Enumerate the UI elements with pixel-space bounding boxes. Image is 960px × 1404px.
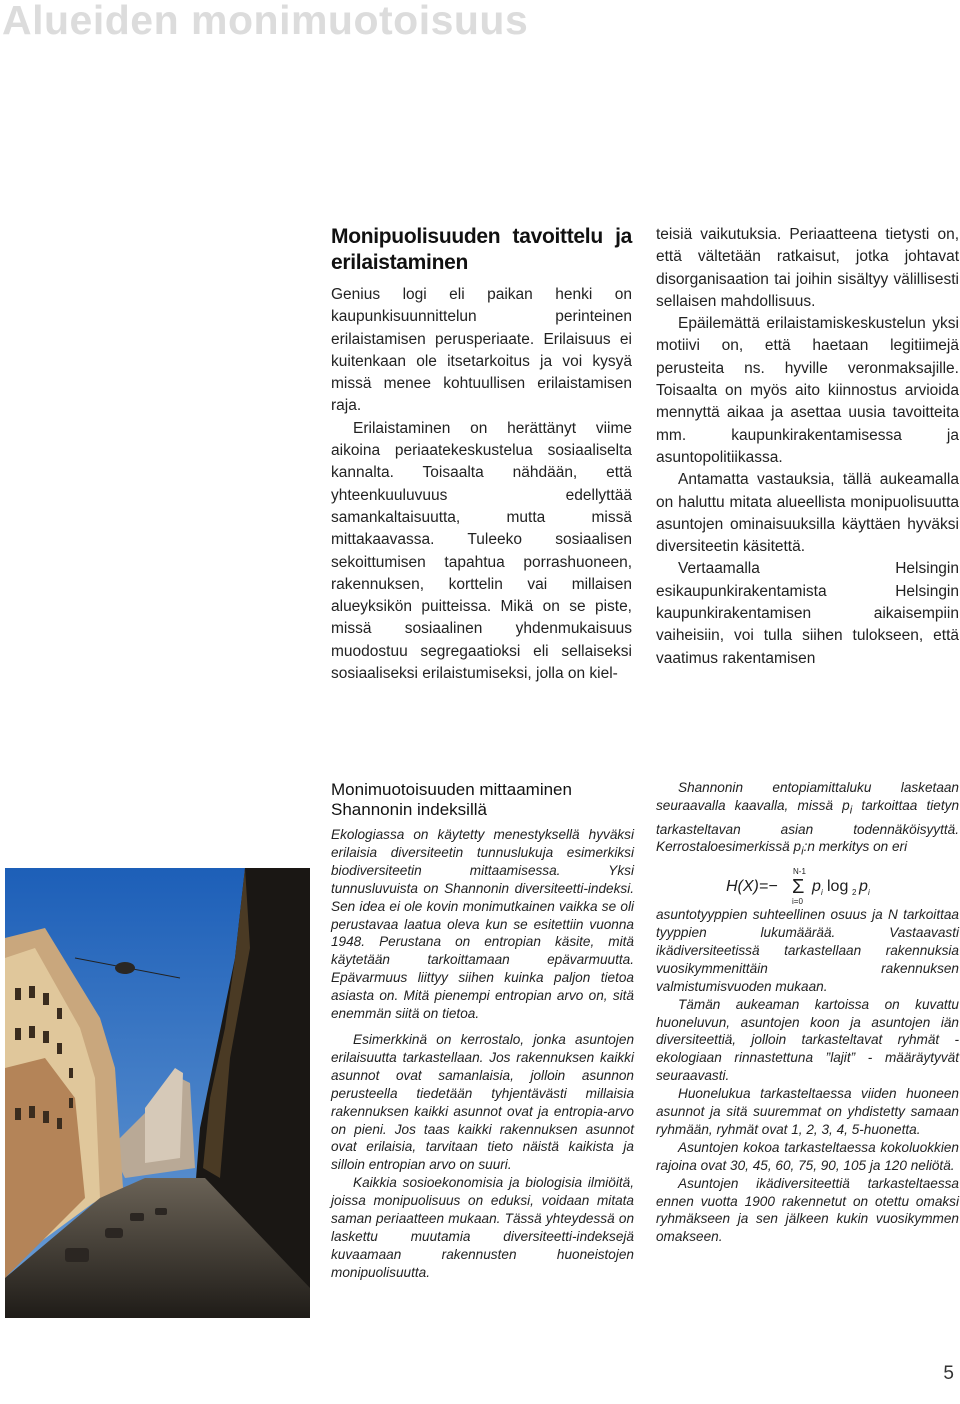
section2-paragraph [656,779,959,862]
formula-sum-bottom: i=0 [792,897,803,907]
formula-sum-top: N-1 [793,867,806,877]
formula-sub-i: i [821,888,823,898]
intro-text: :n merkitys on eri [803,839,908,855]
street-photo [5,868,310,1318]
section1-paragraph: Erilaistaminen on herättänyt viime aikoina periaatekeskustelua sosiaaliselta kannalta. Toisaalta nähdään, että yhteenkuuluvuus edellyttää samankaltaisuutta, mutta missä mittakaavassa. Tuleeko sosiaalisen sekoittumisen tapahtua porrashuoneen, rakennuksen, korttelin vai millaisen alueyksikön puitteissa. Mikä on se piste, missä sosiaalinen yhdenmukaisuus muodostuu segregaatioksi eli sellaiseksi sosiaaliseksi erilaistumiseksi, jolla on kiel- [331,419,632,683]
section2-heading [331,780,634,820]
section1-heading: Monipuolisuuden tavoittelu ja erilaistaminen [331,225,632,274]
section2-heading-line: Monimuotoisuuden mittaaminen [331,780,572,799]
section2-column-left [331,780,634,1282]
section1-paragraph: teisiä vaikutuksia. Periaatteena tietysti on, että vältetään ratkaisut, jotka johtavat disorganisaation tai joihin sisältyy välillisesti sellaisen mahdollisuus. [656,226,959,310]
section2-paragraph: Tämän aukeaman kartoissa on kuvattu huoneluvun, asuntojen koon ja asuntojen iän diversiteettiä, jolloin tarkasteltavat ryhmät - ekologiaan rinnastettuna ”lajit” - määräytyvät seuraavasti. [656,996,959,1084]
intro-text: tarkoittaa tietyn tarkasteltavan asian todennäköisyyttä. Kerrostaloesimerkissä p [656,797,960,855]
section1-column-right [656,224,959,670]
formula-term-p2: p [859,878,868,896]
shannon-formula [726,866,959,907]
section2-heading-line: Shannonin indeksillä [331,800,487,819]
section2-paragraph: Ekologiassa on käytetty menestyksellä hyväksi erilaisia diversiteetin tunnuslukuja esimerkiksi biodiversiteetin mittaamisessa. Yksi tunnusluvuista on Shannonin diversiteetti-indeksi. Sen idea ei ole kovin monimutkainen vaikka se oli perustavaa laatua oleva kun se esitettiin vuonna 1948. Perustana on entropian käsite, mitä käytetään tarkoittamaan epävarmuutta. Epävarmuus liittyy siihen kuinka paljon tietoa asiasta on. Mitä pienempi entropian arvo on, sitä enemmän siitä on tietoa. [331,827,634,1022]
formula-sum-sign: Σ [792,876,805,899]
section2-paragraph: Asuntojen ikädiversiteettiä tarkasteltaessa ennen vuotta 1900 rakennetut on otettu omaksi ryhmäkseen ja sen jälkeen kukin vuosikymmen omakseen. [656,1175,959,1245]
section1-paragraph: Epäilemättä erilaistamiskeskustelun yksi motiivi on, että haetaan legitiimejä perusteita ns. hyville veronmaksajille. Toisaalta on myös aito kiinnostus arvioida mennyttä aikaa ja asettaa uusia tavoitteita mm. kaupunkirakentamisessa ja asuntopolitiikassa. [656,315,959,466]
intro-text: Shannonin entopiamittaluku lasketaan seuraavalla kaavalla, missä p [656,780,959,813]
intro-subscript: i [849,804,853,817]
section2-paragraph: Huonelukua tarkasteltaessa viiden huoneen asunnot ja sitä suuremmat on yhdistetty samaan ryhmään, ryhmät ovat 1, 2, 3, 4, 5-huonetta. [656,1086,959,1137]
formula-sub-i: i [868,888,870,898]
page-banner-title: Alueiden monimuotoisuus [2,0,529,43]
formula-term-p: p [812,878,821,896]
section2-paragraph: Esimerkkinä on kerrostalo, jonka asuntojen erilaisuutta tarkastellaan. Jos rakennuksen kaikki asunnot ovat samanlaisia, jolloin asunnon perusteella tiedetään tyhjentävästi millaisia rakennuksen kaikki asunnot ovat ja entropia-arvo on pieni. Jos taas kaikki rakennuksen asunnot ovat erilaisia, tarvitaan tieto näistä kaikista ja silloin entropian arvo on suuri. [331,1031,634,1173]
section2-paragraph: asuntotyyppien suhteellinen osuus ja N tarkoittaa tyyppien lukumäärää. Vastaavasti ikädiversiteetissä tarkastellaan rakennuksia vuosikymmenittäin rakennuksen valmistumisvuoden mukaan. [656,907,959,994]
section1-paragraph: Vertaamalla Helsingin esikaupunkirakentamista Helsingin kaupunkirakentamisen aikaisempiin vaiheisiin, voi tulla siihen tulokseen, että vaatimus rakentamisen [656,560,959,667]
section1-paragraph: Genius logi eli paikan henki on kaupunkisuunnittelun perinteinen erilaistamisen perusperiaate. Erilaisuus ei kuitenkaan ole itsetarkoitus ja voi kysyä missä menee kohtuullisen erilaistamisen raja. [331,286,632,415]
formula-lhs: H(X)=− [726,878,778,896]
section2-paragraph: Kaikkia sosioekonomisia ja biologisia ilmiöitä, joissa monipuolisuus on eduksi, voidaan mitata saman periaatteen mukaan. Tässä yhteydessä on laskettu muutamia diversiteetti-indeksejä kuvaamaan rakennusten huoneistojen monipuolisuutta. [331,1175,634,1280]
intro-subscript: i [801,846,804,859]
page-number: 5 [943,1363,954,1384]
section1-paragraph: Antamatta vastauksia, tällä aukeamalla on haluttu mitata alueellista monipuolisuutta asuntojen ominaisuuksilla käyttäen hyväksi diversiteetin käsitettä. [656,471,959,556]
section2-paragraph: Asuntojen kokoa tarkasteltaessa kokoluokkien rajoina ovat 30, 45, 60, 75, 90, 105 ja 120 neliötä. [656,1139,959,1173]
section2-column-right [656,779,959,1246]
formula-log: log [827,878,849,896]
section1-column-left [331,224,632,685]
formula-log-base: 2 [852,888,857,898]
